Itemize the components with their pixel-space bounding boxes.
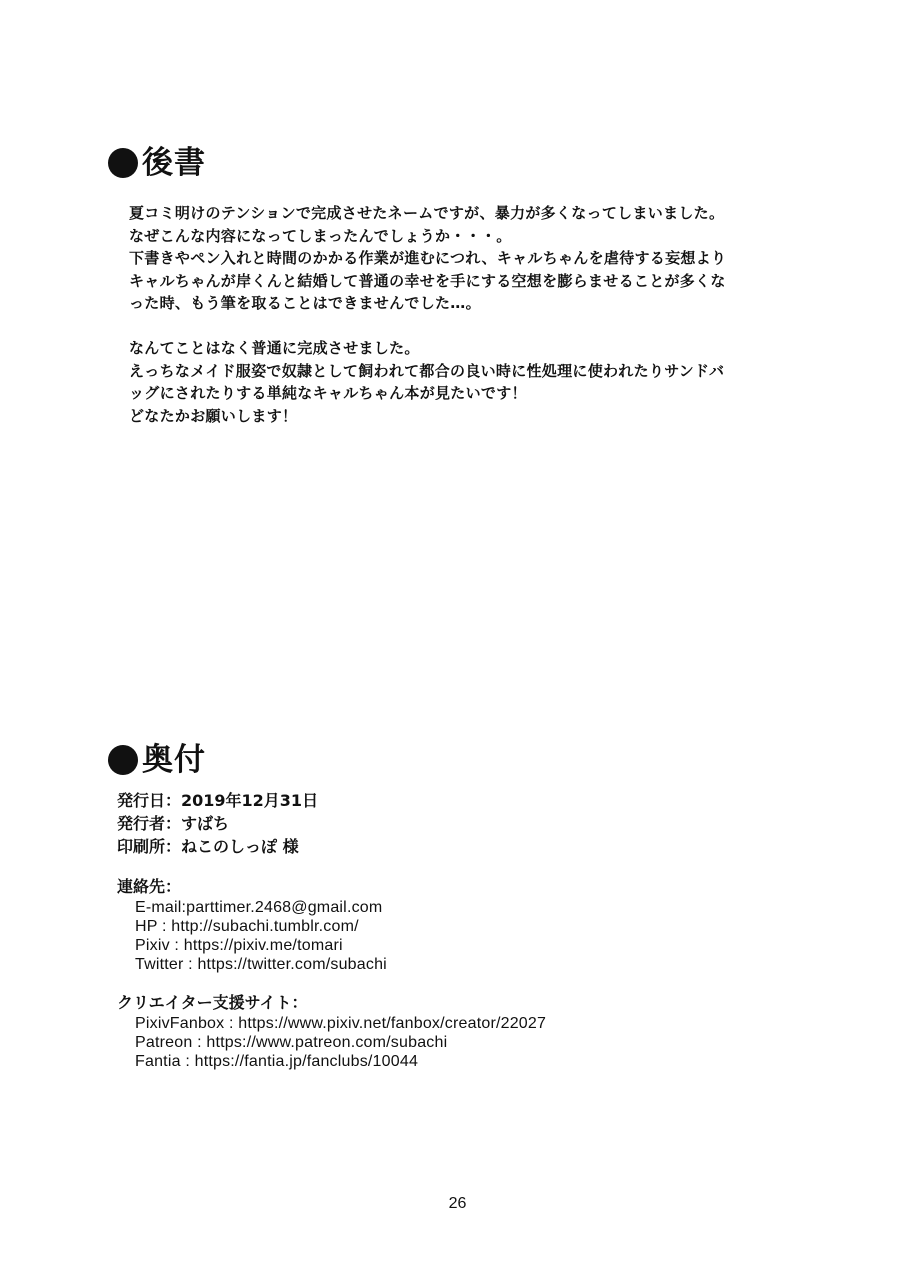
afterword-line: なんてことはなく普通に完成させました。	[129, 338, 420, 357]
printer: 印刷所：ねこのしっぽ 様	[117, 837, 299, 856]
creator-site-fantia: Fantia : https://fantia.jp/fanclubs/10044	[135, 1053, 419, 1070]
creator-site-pixivfanbox: PixivFanbox : https://www.pixiv.net/fanbox/creator/22027	[135, 1015, 547, 1032]
contact-pixiv: Pixiv : https://pixiv.me/tomari	[135, 937, 343, 954]
afterword-line: った時、もう筆を取ることはできませんでした…。	[129, 294, 481, 313]
bullet-icon	[108, 745, 138, 775]
afterword-line: どなたかお願いします！	[129, 406, 298, 425]
afterword-line: えっちなメイド服姿で奴隷として飼われて都合の良い時に性処理に使われたりサンドバ	[129, 361, 725, 380]
afterword-heading	[108, 143, 206, 183]
contact-email: E-mail:parttimer.2468@gmail.com	[135, 899, 383, 916]
colophon-body	[117, 789, 817, 1071]
publish-date: 発行日：2019年12月31日	[117, 791, 319, 810]
group-gap	[117, 858, 817, 875]
bullet-icon	[108, 148, 138, 178]
publisher: 発行者：すばち	[117, 814, 230, 833]
afterword-body	[129, 202, 819, 427]
afterword-line: なぜこんな内容になってしまったんでしょうか・・・。	[129, 226, 512, 245]
afterword-line: 夏コミ明けのテンションで完成させたネームですが、暴力が多くなってしまいました。	[129, 204, 725, 222]
paragraph-gap	[129, 315, 819, 337]
colophon-heading	[108, 740, 206, 780]
contact-hp: HP : http://subachi.tumblr.com/	[135, 918, 359, 935]
creator-site-patreon: Patreon : https://www.patreon.com/subachi	[135, 1034, 448, 1051]
afterword-line: 下書きやペン入れと時間のかかる作業が進むにつれ、キャルちゃんを虐待する妄想より	[129, 249, 727, 268]
afterword-heading-text: 後書	[142, 145, 206, 181]
afterword-line: キャルちゃんが岸くんと結婚して普通の幸せを手にする空想を膨らませることが多くな	[129, 271, 726, 290]
creator-support-label: クリエイター支援サイト：	[117, 993, 308, 1012]
group-gap	[117, 974, 817, 991]
contact-twitter: Twitter : https://twitter.com/subachi	[135, 956, 387, 973]
colophon-heading-text: 奥付	[142, 742, 206, 778]
page-number: 26	[448, 1195, 467, 1212]
contact-label: 連絡先：	[117, 877, 182, 896]
afterword-line: ッグにされたりする単純なキャルちゃん本が見たいです！	[129, 384, 527, 403]
